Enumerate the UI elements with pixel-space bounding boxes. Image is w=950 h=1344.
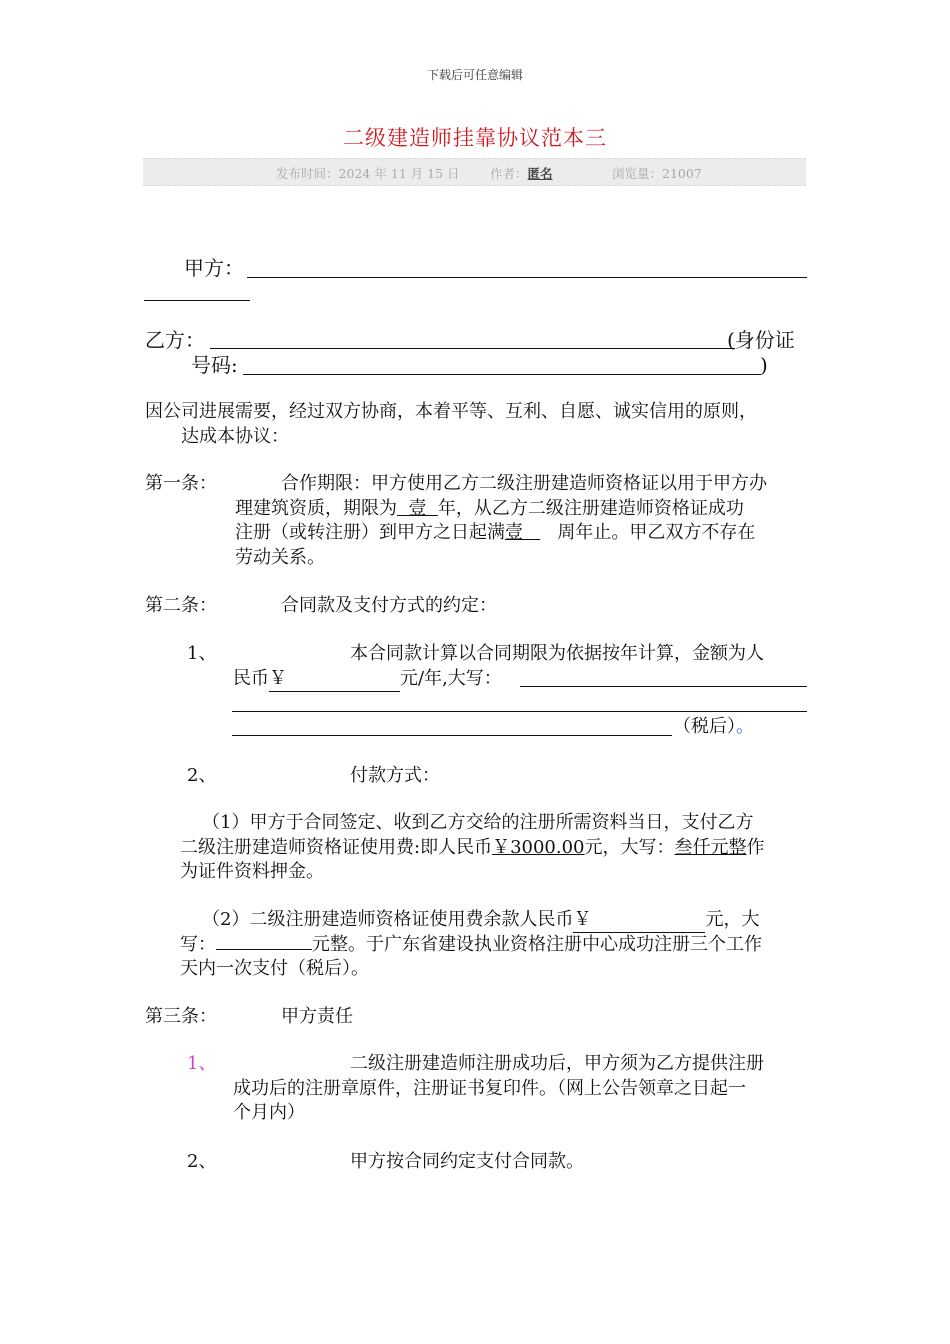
payment-1-line-3: 为证件资料押金。 [180,861,324,882]
amount-words-blank-2 [232,711,807,712]
id-close: ) [760,353,768,377]
item-1-number: 1、 [187,643,217,664]
duty-1-line-2: 成功后的注册章原件，注册证书复印件。（网上公告领章之日起一 [233,1078,746,1099]
article-3-label: 第三条： [145,1006,217,1027]
publish-info [276,164,460,182]
duty-2-line-1: 甲方按合同约定支付合同款。 [350,1151,584,1172]
id-number-blank [243,374,761,375]
article-2-heading: 合同款及支付方式的约定： [281,595,497,616]
meta-bar [143,158,806,186]
document-title: 二级建造师挂靠协议范本三 [343,126,607,150]
party-a-blank [247,277,807,278]
deposit-words: 叁仟元整 [674,837,747,858]
article-1-label: 第一条： [145,473,217,494]
duty-1-line-3: 个月内） [233,1102,305,1123]
tax-note: （税后）。 [673,716,754,737]
article-3-heading: 甲方责任 [281,1006,353,1027]
amount-words-blank-3 [232,735,672,736]
blue-dot: 。 [736,716,754,737]
payment-1-line-2: 二级注册建造师资格证使用费:即人民币￥3000.00元，大写：叁仟元整作 [180,837,765,858]
author-name: 匿名 [527,166,553,181]
author-label: 作者： [490,166,528,181]
party-b-label: 乙方： [145,328,205,352]
views-info [612,164,702,182]
article-1-line-3: 注册（或转注册）到甲方之日起满壹 周年止。甲乙双方不存在 [235,522,756,543]
intro-line-2: 达成本协议： [181,426,289,447]
duty-1-number: 1、 [187,1053,217,1074]
publish-label: 发布时间： [276,166,339,181]
views-count: 21007 [662,166,702,181]
author-info [490,164,553,182]
party-a-label: 甲方： [184,256,244,280]
deposit-amount: ￥3000.00 [492,837,585,858]
balance-amount-blank: ￥ [573,908,705,933]
payment-2-line-3: 天内一次支付（税后）。 [180,958,369,979]
party-b-blank [210,348,735,349]
article-2-label: 第二条： [145,595,217,616]
item-2-number: 2、 [187,765,217,786]
term-full-years: 壹 [505,522,541,543]
term-years: 壹 [397,498,438,519]
payment-2-line-1: （2）二级注册建造师资格证使用费余款人民币￥ 元，大 [202,908,759,933]
rmb-amount-blank: ￥ [269,667,400,692]
article-1-line-1: 合作期限：甲方使用乙方二级注册建造师资格证以用于甲方办 [281,473,767,494]
views-label: 浏览量： [612,166,663,181]
balance-words-blank [216,949,312,950]
item-1-line-2: 民币￥ 元/年,大写： [233,667,502,692]
id-number-label: 号码: [191,353,238,377]
duty-1-line-1: 二级注册建造师注册成功后，甲方须为乙方提供注册 [350,1053,764,1074]
article-1-line-2: 理建筑资质，期限为 壹 年，从乙方二级注册建造师资格证成功 [235,498,744,519]
article-1-line-4: 劳动关系。 [235,547,325,568]
id-label: (身份证 [727,328,795,352]
item-2-heading: 付款方式： [350,765,440,786]
item-1-line-1: 本合同款计算以合同期限为依据按年计算，金额为人 [350,643,764,664]
intro-line-1: 因公司进展需要，经过双方协商，本着平等、互利、自愿、诚实信用的原则， [145,401,757,422]
amount-words-blank [520,686,807,687]
payment-2-line-2: 写： 元整。于广东省建设执业资格注册中心成功注册三个工作 [180,934,762,955]
payment-1-line-1: （1）甲方于合同签定、收到乙方交给的注册所需资料当日，支付乙方 [202,812,754,833]
publish-date: 2024 年 11 月 15 日 [338,166,460,181]
party-a-blank-cont [144,300,250,301]
download-note: 下载后可任意编辑 [426,68,523,82]
duty-2-number: 2、 [187,1151,217,1172]
